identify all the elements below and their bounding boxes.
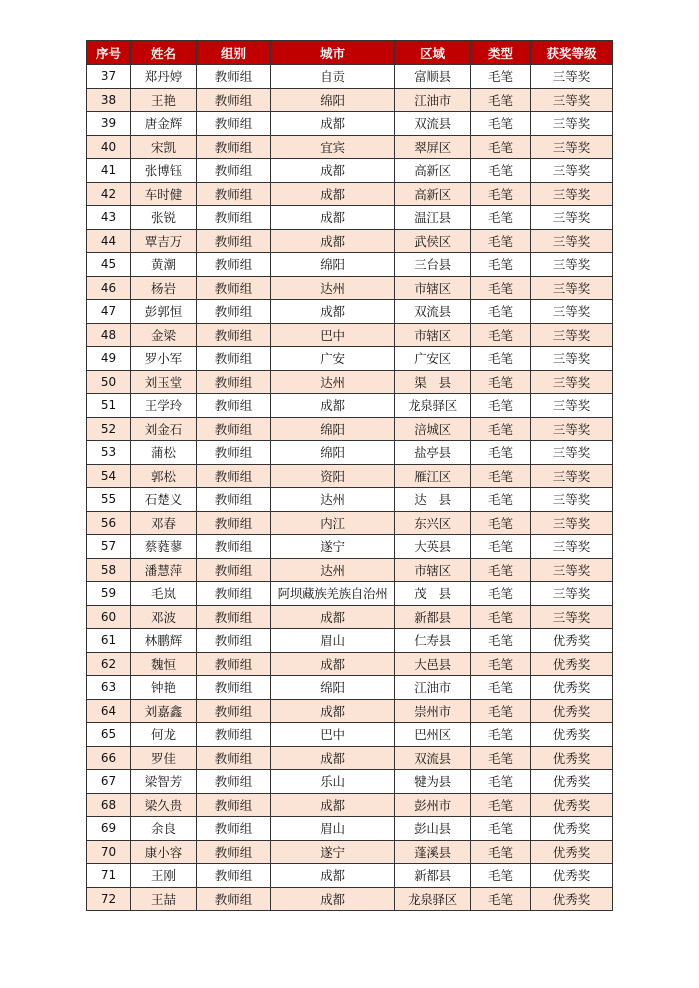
cell-name: 林鹏辉 [131, 629, 197, 653]
cell-type: 毛笔 [471, 511, 531, 535]
cell-index: 54 [87, 464, 131, 488]
cell-name: 余良 [131, 817, 197, 841]
cell-index: 45 [87, 253, 131, 277]
table-row [87, 511, 613, 535]
table-row [87, 793, 613, 817]
cell-district: 雁江区 [395, 464, 471, 488]
cell-type: 毛笔 [471, 793, 531, 817]
table-row [87, 370, 613, 394]
cell-award: 优秀奖 [531, 887, 613, 911]
cell-city: 达州 [271, 276, 395, 300]
table-row [87, 488, 613, 512]
cell-award: 优秀奖 [531, 840, 613, 864]
cell-district: 仁寿县 [395, 629, 471, 653]
cell-name: 罗小军 [131, 347, 197, 371]
table-row [87, 676, 613, 700]
cell-city: 巴中 [271, 323, 395, 347]
cell-city: 成都 [271, 300, 395, 324]
cell-district: 翠屏区 [395, 135, 471, 159]
cell-index: 56 [87, 511, 131, 535]
cell-city: 乐山 [271, 770, 395, 794]
cell-district: 蓬溪县 [395, 840, 471, 864]
cell-award: 优秀奖 [531, 864, 613, 888]
header-cell-name: 姓名 [131, 41, 197, 65]
cell-name: 黄潮 [131, 253, 197, 277]
cell-city: 成都 [271, 864, 395, 888]
table-row [87, 88, 613, 112]
cell-name: 罗佳 [131, 746, 197, 770]
cell-district: 茂 县 [395, 582, 471, 606]
cell-group: 教师组 [197, 65, 271, 89]
table-row [87, 770, 613, 794]
table-row [87, 276, 613, 300]
cell-index: 47 [87, 300, 131, 324]
cell-award: 三等奖 [531, 535, 613, 559]
cell-award: 三等奖 [531, 182, 613, 206]
table-row [87, 746, 613, 770]
header-cell-city: 城市 [271, 41, 395, 65]
cell-district: 新都县 [395, 864, 471, 888]
table-row [87, 394, 613, 418]
cell-group: 教师组 [197, 229, 271, 253]
cell-type: 毛笔 [471, 887, 531, 911]
cell-award: 三等奖 [531, 511, 613, 535]
cell-district: 三台县 [395, 253, 471, 277]
cell-award: 优秀奖 [531, 652, 613, 676]
cell-award: 优秀奖 [531, 770, 613, 794]
table-row [87, 605, 613, 629]
cell-award: 优秀奖 [531, 699, 613, 723]
cell-group: 教师组 [197, 323, 271, 347]
cell-type: 毛笔 [471, 770, 531, 794]
cell-district: 盐亭县 [395, 441, 471, 465]
cell-name: 刘玉堂 [131, 370, 197, 394]
cell-group: 教师组 [197, 417, 271, 441]
cell-award: 优秀奖 [531, 676, 613, 700]
cell-city: 绵阳 [271, 253, 395, 277]
cell-city: 达州 [271, 558, 395, 582]
cell-type: 毛笔 [471, 558, 531, 582]
cell-city: 成都 [271, 887, 395, 911]
cell-index: 67 [87, 770, 131, 794]
cell-type: 毛笔 [471, 229, 531, 253]
cell-district: 大邑县 [395, 652, 471, 676]
cell-name: 杨岩 [131, 276, 197, 300]
table-row [87, 629, 613, 653]
cell-index: 66 [87, 746, 131, 770]
cell-city: 成都 [271, 605, 395, 629]
cell-city: 巴中 [271, 723, 395, 747]
cell-group: 教师组 [197, 441, 271, 465]
cell-city: 成都 [271, 206, 395, 230]
cell-group: 教师组 [197, 864, 271, 888]
cell-type: 毛笔 [471, 817, 531, 841]
cell-award: 优秀奖 [531, 793, 613, 817]
cell-district: 市辖区 [395, 323, 471, 347]
cell-index: 62 [87, 652, 131, 676]
cell-district: 龙泉驿区 [395, 887, 471, 911]
cell-district: 涪城区 [395, 417, 471, 441]
cell-index: 58 [87, 558, 131, 582]
cell-group: 教师组 [197, 699, 271, 723]
cell-group: 教师组 [197, 88, 271, 112]
cell-name: 何龙 [131, 723, 197, 747]
header-cell-index: 序号 [87, 41, 131, 65]
cell-award: 三等奖 [531, 394, 613, 418]
cell-award: 优秀奖 [531, 723, 613, 747]
cell-index: 63 [87, 676, 131, 700]
cell-index: 71 [87, 864, 131, 888]
cell-group: 教师组 [197, 558, 271, 582]
cell-name: 张博钰 [131, 159, 197, 183]
table-row [87, 652, 613, 676]
table-row [87, 65, 613, 89]
cell-district: 武侯区 [395, 229, 471, 253]
cell-name: 刘嘉鑫 [131, 699, 197, 723]
cell-name: 邓波 [131, 605, 197, 629]
cell-district: 彭州市 [395, 793, 471, 817]
cell-index: 40 [87, 135, 131, 159]
cell-city: 绵阳 [271, 676, 395, 700]
cell-district: 巴州区 [395, 723, 471, 747]
table-row [87, 699, 613, 723]
cell-name: 王艳 [131, 88, 197, 112]
cell-index: 68 [87, 793, 131, 817]
cell-name: 刘金石 [131, 417, 197, 441]
cell-city: 成都 [271, 229, 395, 253]
cell-group: 教师组 [197, 347, 271, 371]
cell-district: 富顺县 [395, 65, 471, 89]
cell-district: 大英县 [395, 535, 471, 559]
cell-group: 教师组 [197, 511, 271, 535]
cell-type: 毛笔 [471, 112, 531, 136]
cell-type: 毛笔 [471, 629, 531, 653]
cell-district: 双流县 [395, 300, 471, 324]
cell-name: 毛岚 [131, 582, 197, 606]
cell-index: 65 [87, 723, 131, 747]
cell-award: 三等奖 [531, 323, 613, 347]
cell-type: 毛笔 [471, 441, 531, 465]
cell-index: 61 [87, 629, 131, 653]
cell-type: 毛笔 [471, 605, 531, 629]
cell-name: 郑丹婷 [131, 65, 197, 89]
cell-city: 眉山 [271, 817, 395, 841]
cell-name: 邓春 [131, 511, 197, 535]
cell-district: 彭山县 [395, 817, 471, 841]
cell-district: 双流县 [395, 112, 471, 136]
cell-city: 成都 [271, 699, 395, 723]
cell-group: 教师组 [197, 535, 271, 559]
cell-award: 三等奖 [531, 88, 613, 112]
table-row [87, 582, 613, 606]
cell-type: 毛笔 [471, 300, 531, 324]
cell-award: 三等奖 [531, 229, 613, 253]
cell-name: 金梁 [131, 323, 197, 347]
cell-index: 69 [87, 817, 131, 841]
cell-group: 教师组 [197, 652, 271, 676]
cell-type: 毛笔 [471, 488, 531, 512]
cell-index: 59 [87, 582, 131, 606]
cell-group: 教师组 [197, 370, 271, 394]
table-row [87, 817, 613, 841]
cell-group: 教师组 [197, 605, 271, 629]
cell-group: 教师组 [197, 464, 271, 488]
cell-name: 钟艳 [131, 676, 197, 700]
cell-award: 三等奖 [531, 300, 613, 324]
cell-group: 教师组 [197, 394, 271, 418]
cell-group: 教师组 [197, 582, 271, 606]
cell-type: 毛笔 [471, 159, 531, 183]
cell-name: 张锐 [131, 206, 197, 230]
cell-city: 宜宾 [271, 135, 395, 159]
cell-district: 市辖区 [395, 276, 471, 300]
cell-city: 成都 [271, 793, 395, 817]
cell-award: 三等奖 [531, 558, 613, 582]
cell-index: 57 [87, 535, 131, 559]
cell-city: 成都 [271, 394, 395, 418]
cell-group: 教师组 [197, 276, 271, 300]
cell-group: 教师组 [197, 793, 271, 817]
table-row [87, 441, 613, 465]
cell-award: 三等奖 [531, 276, 613, 300]
cell-index: 46 [87, 276, 131, 300]
cell-city: 成都 [271, 652, 395, 676]
header-cell-type: 类型 [471, 41, 531, 65]
cell-group: 教师组 [197, 488, 271, 512]
cell-name: 王学玲 [131, 394, 197, 418]
cell-index: 37 [87, 65, 131, 89]
cell-city: 绵阳 [271, 441, 395, 465]
cell-district: 温江县 [395, 206, 471, 230]
cell-group: 教师组 [197, 746, 271, 770]
cell-group: 教师组 [197, 135, 271, 159]
cell-award: 三等奖 [531, 159, 613, 183]
cell-district: 双流县 [395, 746, 471, 770]
cell-type: 毛笔 [471, 699, 531, 723]
cell-award: 三等奖 [531, 605, 613, 629]
header-cell-district: 区域 [395, 41, 471, 65]
cell-district: 崇州市 [395, 699, 471, 723]
cell-award: 三等奖 [531, 347, 613, 371]
cell-name: 王刚 [131, 864, 197, 888]
cell-index: 53 [87, 441, 131, 465]
cell-type: 毛笔 [471, 88, 531, 112]
cell-index: 55 [87, 488, 131, 512]
cell-type: 毛笔 [471, 135, 531, 159]
cell-city: 达州 [271, 370, 395, 394]
cell-award: 优秀奖 [531, 746, 613, 770]
cell-name: 康小容 [131, 840, 197, 864]
cell-type: 毛笔 [471, 746, 531, 770]
table-row [87, 464, 613, 488]
table-row [87, 558, 613, 582]
cell-index: 44 [87, 229, 131, 253]
cell-name: 王喆 [131, 887, 197, 911]
table-row [87, 229, 613, 253]
cell-group: 教师组 [197, 159, 271, 183]
cell-index: 70 [87, 840, 131, 864]
table-row [87, 417, 613, 441]
cell-name: 蔡蕤蓼 [131, 535, 197, 559]
cell-index: 50 [87, 370, 131, 394]
cell-type: 毛笔 [471, 182, 531, 206]
cell-district: 高新区 [395, 182, 471, 206]
cell-group: 教师组 [197, 817, 271, 841]
cell-district: 市辖区 [395, 558, 471, 582]
cell-type: 毛笔 [471, 323, 531, 347]
cell-city: 达州 [271, 488, 395, 512]
cell-group: 教师组 [197, 206, 271, 230]
cell-type: 毛笔 [471, 253, 531, 277]
cell-index: 49 [87, 347, 131, 371]
header-cell-group: 组别 [197, 41, 271, 65]
cell-type: 毛笔 [471, 652, 531, 676]
cell-name: 覃吉万 [131, 229, 197, 253]
cell-district: 新都县 [395, 605, 471, 629]
cell-group: 教师组 [197, 840, 271, 864]
cell-district: 江油市 [395, 676, 471, 700]
cell-award: 三等奖 [531, 464, 613, 488]
cell-district: 达 县 [395, 488, 471, 512]
table-header [87, 41, 613, 65]
table-row [87, 206, 613, 230]
table-row [87, 535, 613, 559]
cell-group: 教师组 [197, 253, 271, 277]
cell-index: 41 [87, 159, 131, 183]
table-row [87, 112, 613, 136]
cell-type: 毛笔 [471, 347, 531, 371]
cell-index: 42 [87, 182, 131, 206]
cell-name: 郭松 [131, 464, 197, 488]
cell-name: 彭郭恒 [131, 300, 197, 324]
cell-group: 教师组 [197, 770, 271, 794]
cell-index: 48 [87, 323, 131, 347]
cell-award: 三等奖 [531, 253, 613, 277]
cell-name: 梁久贵 [131, 793, 197, 817]
cell-type: 毛笔 [471, 864, 531, 888]
cell-name: 梁智芳 [131, 770, 197, 794]
header-cell-award: 获奖等级 [531, 41, 613, 65]
header-row [87, 41, 613, 65]
cell-name: 蒲松 [131, 441, 197, 465]
table-row [87, 159, 613, 183]
cell-city: 眉山 [271, 629, 395, 653]
table-row [87, 723, 613, 747]
cell-group: 教师组 [197, 300, 271, 324]
cell-type: 毛笔 [471, 65, 531, 89]
cell-district: 高新区 [395, 159, 471, 183]
cell-type: 毛笔 [471, 370, 531, 394]
cell-type: 毛笔 [471, 676, 531, 700]
cell-index: 52 [87, 417, 131, 441]
cell-award: 三等奖 [531, 370, 613, 394]
cell-city: 广安 [271, 347, 395, 371]
cell-award: 三等奖 [531, 417, 613, 441]
cell-award: 三等奖 [531, 65, 613, 89]
cell-award: 三等奖 [531, 441, 613, 465]
cell-city: 内江 [271, 511, 395, 535]
cell-district: 东兴区 [395, 511, 471, 535]
cell-award: 优秀奖 [531, 817, 613, 841]
cell-type: 毛笔 [471, 276, 531, 300]
cell-index: 60 [87, 605, 131, 629]
table-row [87, 182, 613, 206]
cell-city: 绵阳 [271, 88, 395, 112]
cell-group: 教师组 [197, 629, 271, 653]
cell-name: 车时健 [131, 182, 197, 206]
cell-type: 毛笔 [471, 582, 531, 606]
cell-award: 三等奖 [531, 206, 613, 230]
cell-group: 教师组 [197, 887, 271, 911]
cell-name: 唐金辉 [131, 112, 197, 136]
cell-city: 成都 [271, 746, 395, 770]
cell-city: 成都 [271, 182, 395, 206]
table-row [87, 864, 613, 888]
cell-group: 教师组 [197, 676, 271, 700]
cell-name: 潘慧萍 [131, 558, 197, 582]
cell-type: 毛笔 [471, 394, 531, 418]
cell-city: 成都 [271, 159, 395, 183]
cell-type: 毛笔 [471, 417, 531, 441]
award-table [86, 40, 613, 911]
table-row [87, 253, 613, 277]
cell-group: 教师组 [197, 112, 271, 136]
cell-name: 石楚义 [131, 488, 197, 512]
cell-award: 三等奖 [531, 135, 613, 159]
cell-award: 三等奖 [531, 112, 613, 136]
cell-type: 毛笔 [471, 840, 531, 864]
cell-city: 遂宁 [271, 535, 395, 559]
cell-award: 三等奖 [531, 582, 613, 606]
cell-index: 43 [87, 206, 131, 230]
cell-name: 魏恒 [131, 652, 197, 676]
cell-award: 三等奖 [531, 488, 613, 512]
cell-city: 遂宁 [271, 840, 395, 864]
cell-district: 龙泉驿区 [395, 394, 471, 418]
cell-type: 毛笔 [471, 723, 531, 747]
cell-city: 阿坝藏族羌族自治州 [271, 582, 395, 606]
cell-district: 江油市 [395, 88, 471, 112]
table-row [87, 347, 613, 371]
cell-index: 64 [87, 699, 131, 723]
cell-name: 宋凯 [131, 135, 197, 159]
cell-district: 犍为县 [395, 770, 471, 794]
cell-index: 38 [87, 88, 131, 112]
cell-city: 自贡 [271, 65, 395, 89]
cell-type: 毛笔 [471, 535, 531, 559]
cell-type: 毛笔 [471, 464, 531, 488]
table-row [87, 135, 613, 159]
table-row [87, 300, 613, 324]
table-row [87, 323, 613, 347]
cell-award: 优秀奖 [531, 629, 613, 653]
table-row [87, 887, 613, 911]
cell-index: 72 [87, 887, 131, 911]
table-row [87, 840, 613, 864]
cell-type: 毛笔 [471, 206, 531, 230]
cell-city: 成都 [271, 112, 395, 136]
cell-district: 广安区 [395, 347, 471, 371]
cell-group: 教师组 [197, 723, 271, 747]
cell-city: 绵阳 [271, 417, 395, 441]
table-body [87, 65, 613, 911]
cell-district: 渠 县 [395, 370, 471, 394]
cell-city: 资阳 [271, 464, 395, 488]
cell-index: 39 [87, 112, 131, 136]
cell-index: 51 [87, 394, 131, 418]
cell-group: 教师组 [197, 182, 271, 206]
